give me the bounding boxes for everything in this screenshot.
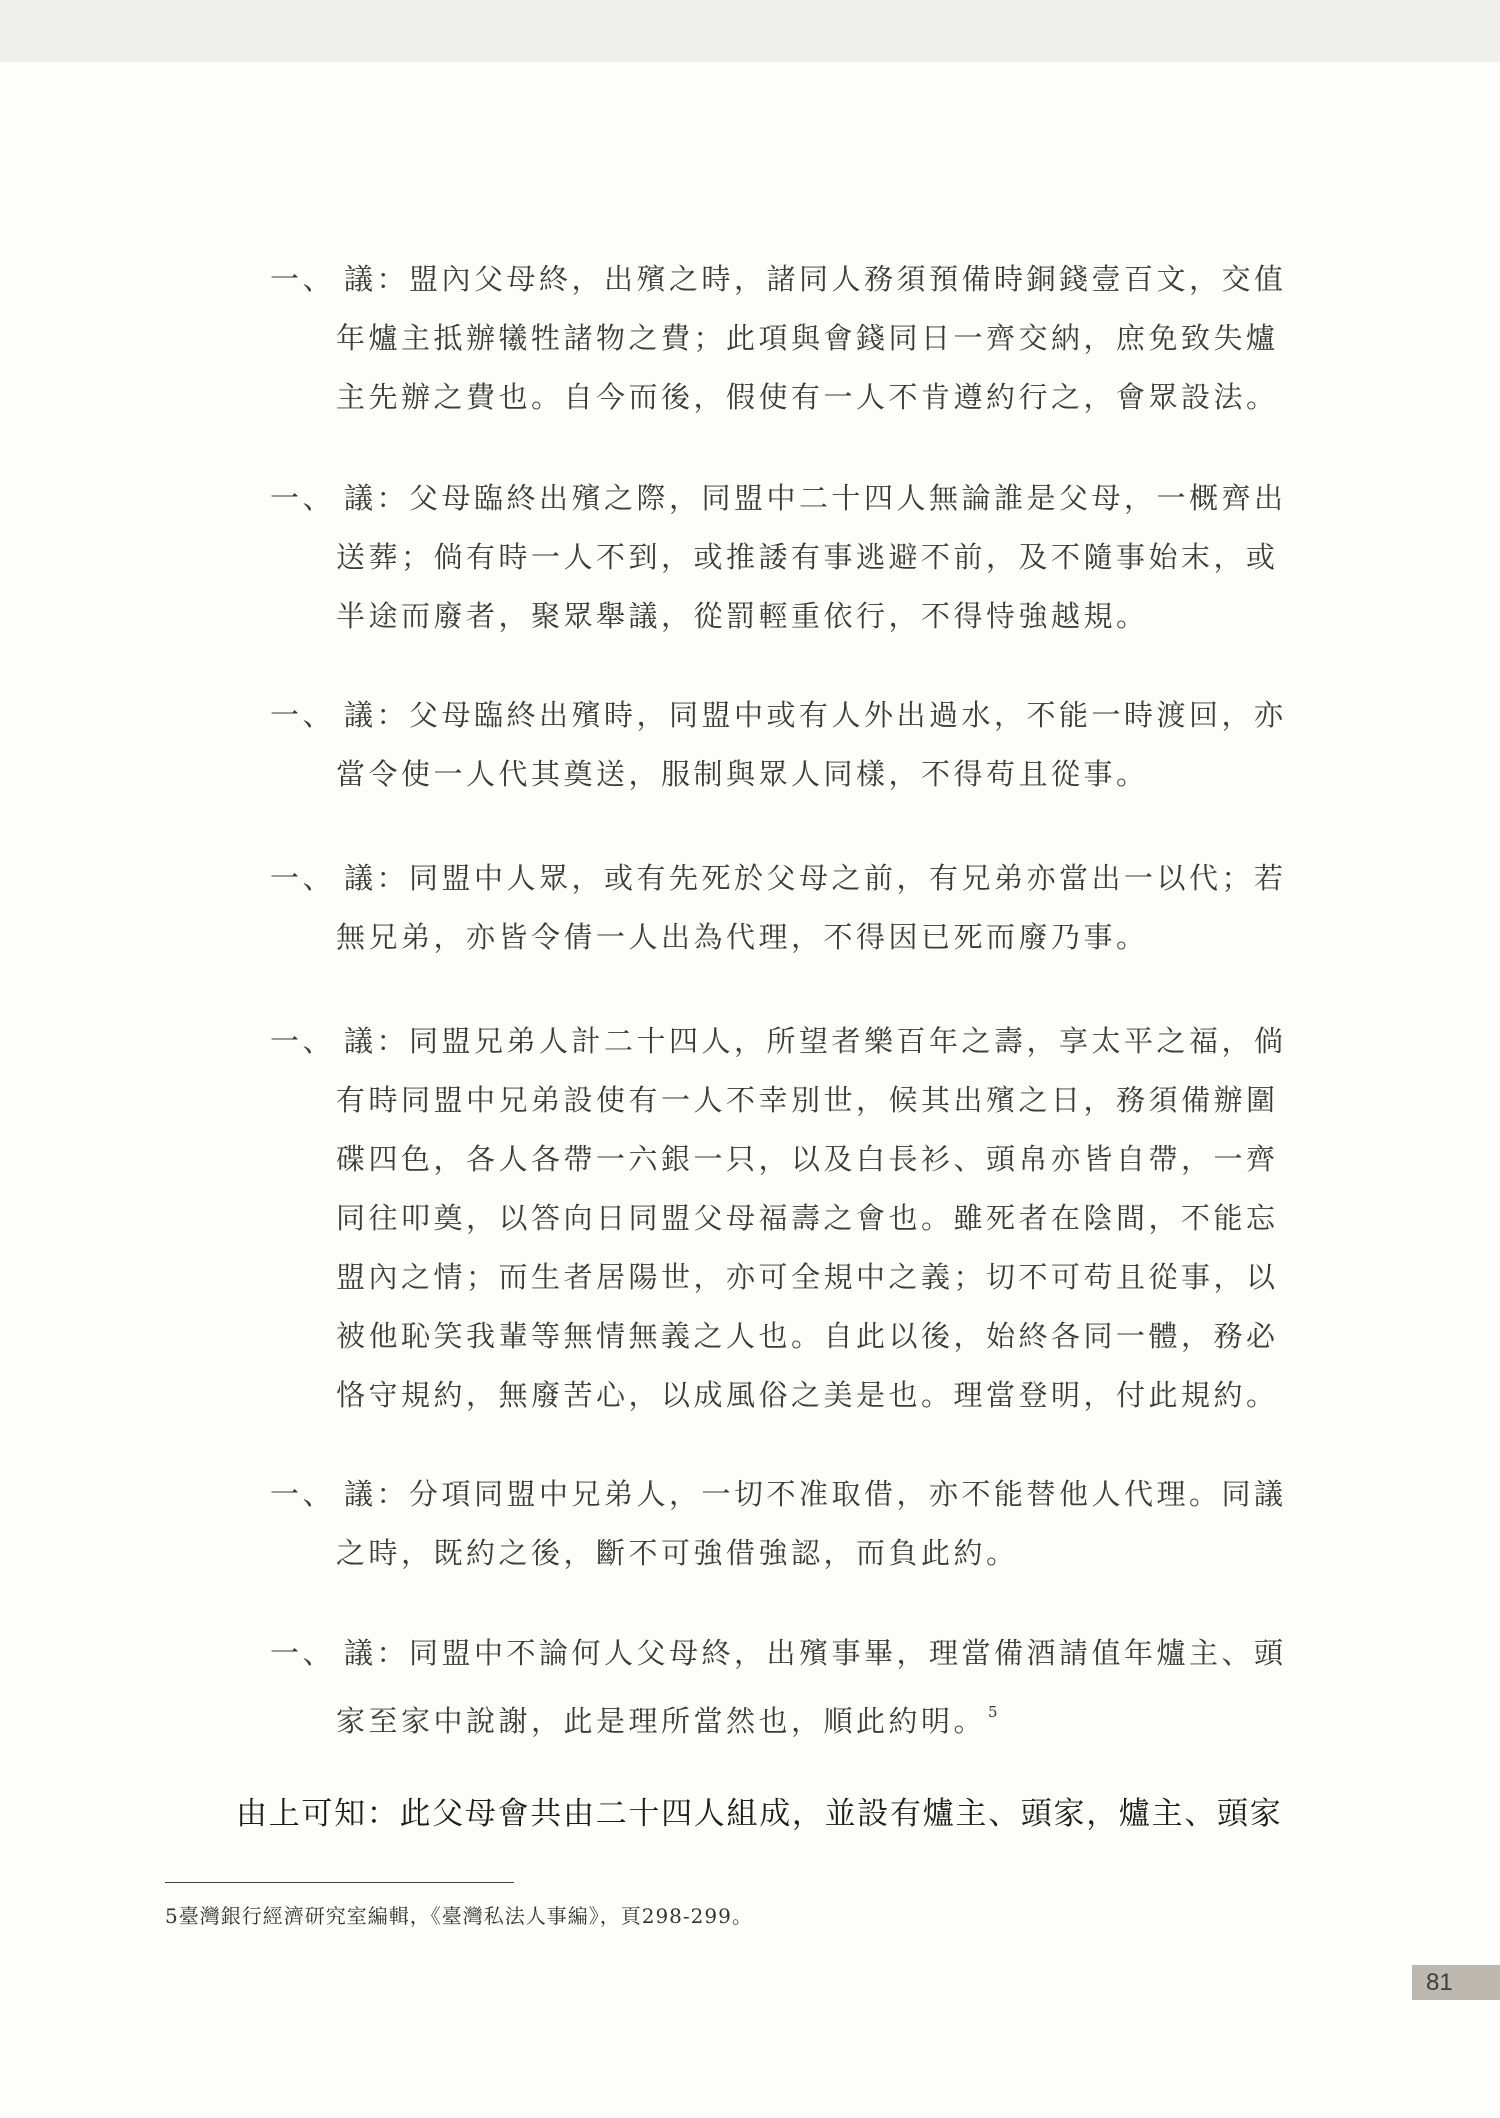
clause-line: 主先辦之費也。自今而後，假使有一人不肯遵約行之，會眾設法。	[336, 380, 1279, 414]
clause-line: 送葬；倘有時一人不到，或推諉有事逃避不前，及不隨事始末，或	[336, 540, 1279, 574]
footnote-reference: 5	[988, 1703, 998, 1721]
clause-line-with-ref	[336, 1683, 1330, 1742]
footnote	[165, 1902, 753, 1930]
clause-line: 被他恥笑我輩等無情無義之人也。自此以後，始終各同一體，務必	[336, 1319, 1279, 1353]
clause-line: 議：同盟中不論何人父母終，出殯事畢，理當備酒請值年爐主、頭	[344, 1636, 1287, 1670]
clause-text	[336, 849, 1330, 967]
clause-marker: 一、	[270, 481, 336, 515]
clause-marker: 一、	[270, 698, 336, 732]
clause-marker: 一、	[270, 1477, 336, 1511]
clause-item	[270, 1624, 1330, 1742]
footnote-text: 臺灣銀行經濟研究室編輯，《臺灣私法人事編》，頁298-299。	[178, 1904, 753, 1928]
clause-line: 當令使一人代其奠送，服制與眾人同樣，不得苟且從事。	[336, 757, 1149, 791]
clause-text	[336, 1465, 1330, 1583]
body-paragraph: 由上可知：此父母會共由二十四人組成，並設有爐主、頭家，爐主、頭家	[236, 1796, 1283, 1832]
clause-item	[270, 849, 1330, 967]
clause-line: 年爐主抵辦犧牲諸物之費；此項與會錢同日一齊交納，庶免致失爐	[336, 321, 1279, 355]
footnote-number: 5	[165, 1904, 179, 1928]
clause-marker: 一、	[270, 861, 336, 895]
clause-line: 家至家中說謝，此是理所當然也，順此約明。	[336, 1704, 987, 1738]
clause-line: 碟四色，各人各帶一六銀一只，以及白長衫、頭帛亦皆自帶，一齊	[336, 1142, 1279, 1176]
clause-text	[336, 686, 1330, 804]
clause-item	[270, 1465, 1330, 1583]
clause-line: 有時同盟中兄弟設使有一人不幸別世，候其出殯之日，務須備辦圍	[336, 1083, 1279, 1117]
clause-marker: 一、	[270, 262, 336, 296]
page-number: 81	[1426, 1969, 1453, 1996]
clause-item	[270, 686, 1330, 804]
clause-item	[270, 469, 1330, 646]
clause-line: 半途而廢者，聚眾舉議，從罰輕重依行，不得恃強越規。	[336, 599, 1149, 633]
clause-line: 議：同盟中人眾，或有先死於父母之前，有兄弟亦當出一以代；若	[344, 861, 1287, 895]
clause-line: 恪守規約，無廢苦心，以成風俗之美是也。理當登明，付此規約。	[336, 1378, 1279, 1412]
clause-text	[336, 250, 1330, 427]
clause-line: 議：分項同盟中兄弟人，一切不准取借，亦不能替他人代理。同議	[344, 1477, 1287, 1511]
clause-text	[336, 1012, 1330, 1425]
clause-line: 同往叩奠，以答向日同盟父母福壽之會也。雖死者在陰間，不能忘	[336, 1201, 1279, 1235]
clause-marker: 一、	[270, 1024, 336, 1058]
clause-marker: 一、	[270, 1636, 336, 1670]
clause-item	[270, 250, 1330, 427]
clause-line: 議：同盟兄弟人計二十四人，所望者樂百年之壽，享太平之福，倘	[344, 1024, 1287, 1058]
clause-text	[336, 469, 1330, 646]
page-number-tab	[1412, 1965, 1500, 2000]
clause-text	[336, 1624, 1330, 1742]
scan-top-band	[0, 0, 1500, 62]
clause-line: 議：父母臨終出殯時，同盟中或有人外出過水，不能一時渡回，亦	[344, 698, 1287, 732]
clause-line: 議：父母臨終出殯之際，同盟中二十四人無論誰是父母，一概齊出	[344, 481, 1287, 515]
clause-item	[270, 1012, 1330, 1425]
clause-line: 之時，既約之後，斷不可強借強認，而負此約。	[336, 1536, 1019, 1570]
clause-line: 議：盟內父母終，出殯之時，諸同人務須預備時銅錢壹百文，交值	[344, 262, 1287, 296]
footnote-rule	[165, 1882, 514, 1883]
clause-line: 盟內之情；而生者居陽世，亦可全規中之義；切不可苟且從事，以	[336, 1260, 1279, 1294]
clause-line: 無兄弟，亦皆令倩一人出為代理，不得因已死而廢乃事。	[336, 920, 1149, 954]
